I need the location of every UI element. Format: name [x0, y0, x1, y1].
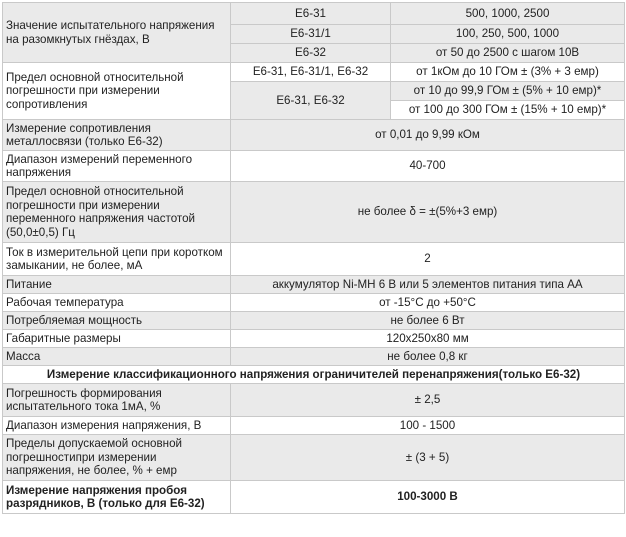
- value-cell: не более 6 Вт: [231, 312, 625, 330]
- model-cell: Е6-31: [231, 3, 391, 25]
- value-cell: 100-3000 В: [231, 481, 625, 514]
- row-label-voltage-range: Диапазон измерения напряжения, В: [3, 417, 231, 435]
- row-label-resistance-error: Предел основной относительной погрешности при измерении сопротивления: [3, 63, 231, 120]
- table-row: [3, 63, 625, 82]
- table-row: [3, 3, 625, 25]
- table-row: [3, 348, 625, 366]
- row-label-consumption: Потребляемая мощность: [3, 312, 231, 330]
- section-header: Измерение классификационного напряжения ограничителей перенапряжения(только Е6-32): [3, 366, 625, 384]
- row-label-current-error: Погрешность формирования испытательного тока 1мА, %: [3, 384, 231, 417]
- row-label-metal-bond: Измерение сопротивления металлосвязи (только Е6-32): [3, 120, 231, 151]
- model-cell: Е6-31, Е6-32: [231, 82, 391, 120]
- value-cell: ± (3 + 5): [231, 435, 625, 481]
- model-cell: Е6-31, Е6-31/1, Е6-32: [231, 63, 391, 82]
- value-cell: ± 2,5: [231, 384, 625, 417]
- value-cell: аккумулятор Ni-MH 6 В или 5 элементов питания типа АА: [231, 276, 625, 294]
- row-label-ac-error: Предел основной относительной погрешности при измерении переменного напряжения частотой (50,0±0,5) Гц: [3, 182, 231, 243]
- value-cell: 120х250х80 мм: [231, 330, 625, 348]
- value-cell: от -15°С до +50°С: [231, 294, 625, 312]
- value-cell: от 10 до 99,9 ГОм ± (5% + 10 емр)*: [391, 82, 625, 101]
- row-label-short-current: Ток в измерительной цепи при коротком замыкании, не более, мА: [3, 243, 231, 276]
- table-row: [3, 481, 625, 514]
- table-row: [3, 151, 625, 182]
- table-row: [3, 330, 625, 348]
- value-cell: от 50 до 2500 с шагом 10В: [391, 44, 625, 63]
- row-label-temperature: Рабочая температура: [3, 294, 231, 312]
- model-cell: Е6-31/1: [231, 25, 391, 44]
- table-row: [3, 120, 625, 151]
- model-cell: Е6-32: [231, 44, 391, 63]
- row-label-power: Питание: [3, 276, 231, 294]
- value-cell: от 0,01 до 9,99 кОм: [231, 120, 625, 151]
- row-label-mass: Масса: [3, 348, 231, 366]
- value-cell: 2: [231, 243, 625, 276]
- row-label-dimensions: Габаритные размеры: [3, 330, 231, 348]
- table-row: [3, 366, 625, 384]
- row-label-tolerance: Пределы допускаемой основной погрешностипри измерении напряжения, не более, % + емр: [3, 435, 231, 481]
- value-cell: 100 - 1500: [231, 417, 625, 435]
- table-row: [3, 417, 625, 435]
- value-cell: 500, 1000, 2500: [391, 3, 625, 25]
- table-row: [3, 276, 625, 294]
- value-cell: от 1кОм до 10 ГОм ± (3% + 3 емр): [391, 63, 625, 82]
- table-row: [3, 182, 625, 243]
- spec-table: [2, 2, 625, 514]
- table-row: [3, 312, 625, 330]
- table-row: [3, 294, 625, 312]
- value-cell: от 100 до 300 ГОм ± (15% + 10 емр)*: [391, 101, 625, 120]
- table-row: [3, 384, 625, 417]
- table-row: [3, 435, 625, 481]
- value-cell: 40-700: [231, 151, 625, 182]
- value-cell: не более δ = ±(5%+3 емр): [231, 182, 625, 243]
- row-label-test-voltage: Значение испытательного напряжения на разомкнутых гнёздах, В: [3, 3, 231, 63]
- table-row: [3, 243, 625, 276]
- row-label-ac-range: Диапазон измерений переменного напряжения: [3, 151, 231, 182]
- row-label-breakdown: Измерение напряжения пробоя разрядников, В (только для Е6-32): [3, 481, 231, 514]
- value-cell: 100, 250, 500, 1000: [391, 25, 625, 44]
- value-cell: не более 0,8 кг: [231, 348, 625, 366]
